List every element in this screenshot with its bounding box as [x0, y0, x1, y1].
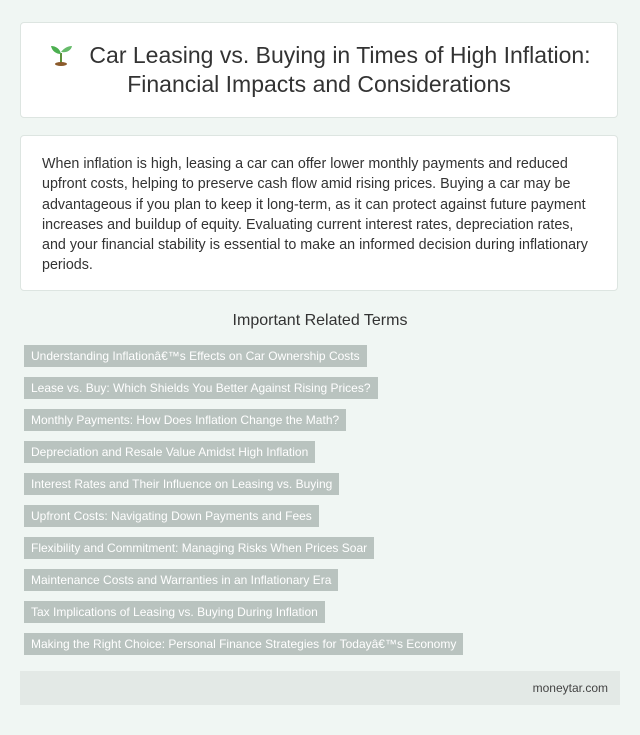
- related-terms-heading: Important Related Terms: [232, 312, 408, 329]
- summary-text: When inflation is high, leasing a car can offer lower monthly payments and reduced upfront costs, helping to preserve cash flow amid rising prices. Buying a car may be advantageous if you plan to keep it long-term, as it can protect against future payment increases and buildup of equity. Evaluating current interest rates, depreciation rates, and your financial stability is essential to make an informed decision during inflationary periods.: [42, 156, 588, 274]
- related-term-tag[interactable]: Lease vs. Buy: Which Shields You Better Against Rising Prices?: [24, 377, 378, 399]
- related-term-tag[interactable]: Interest Rates and Their Influence on Leasing vs. Buying: [24, 473, 339, 495]
- related-term-tag[interactable]: Depreciation and Resale Value Amidst High Inflation: [24, 441, 315, 463]
- related-terms-list: [24, 345, 463, 665]
- footer-site-link[interactable]: moneytar.com: [532, 681, 608, 695]
- related-term-tag[interactable]: Maintenance Costs and Warranties in an Inflationary Era: [24, 569, 338, 591]
- summary-card: [20, 135, 618, 291]
- related-term-tag[interactable]: Making the Right Choice: Personal Finance Strategies for Todayâ€™s Economy: [24, 633, 463, 655]
- related-term-tag[interactable]: Understanding Inflationâ€™s Effects on Car Ownership Costs: [24, 345, 367, 367]
- related-term-tag[interactable]: Flexibility and Commitment: Managing Risks When Prices Soar: [24, 537, 374, 559]
- page-title-text: Car Leasing vs. Buying in Times of High Inflation: Financial Impacts and Considerations: [89, 42, 591, 97]
- sprout-icon: [47, 42, 75, 66]
- related-term-tag[interactable]: Upfront Costs: Navigating Down Payments and Fees: [24, 505, 319, 527]
- related-term-tag[interactable]: Tax Implications of Leasing vs. Buying During Inflation: [24, 601, 325, 623]
- footer-bar: [20, 671, 620, 705]
- page-title: [41, 41, 597, 99]
- title-card: [20, 22, 618, 118]
- related-term-tag[interactable]: Monthly Payments: How Does Inflation Change the Math?: [24, 409, 346, 431]
